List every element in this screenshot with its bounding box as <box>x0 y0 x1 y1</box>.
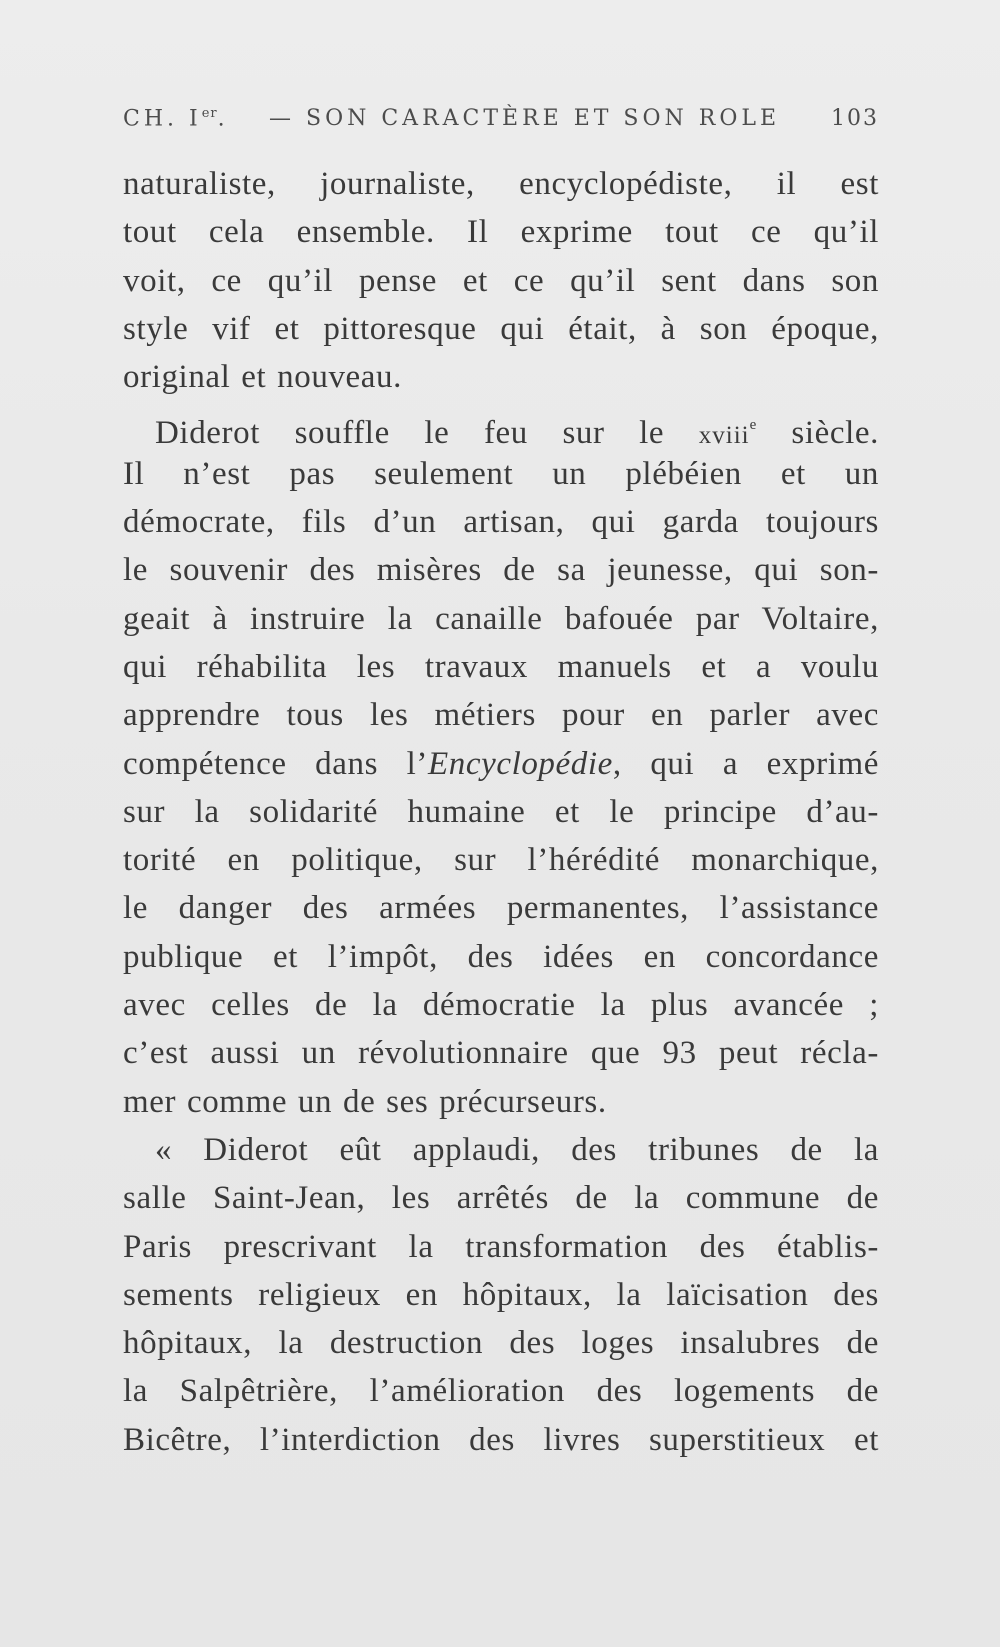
chapter-number: CH. I <box>123 106 202 132</box>
text-line: Paris prescrivant la transformation des établis- <box>123 1228 879 1265</box>
text-line: le souvenir des misères de sa jeunesse, qui son- <box>123 552 879 589</box>
text-run: , qui a exprimé <box>612 745 879 782</box>
text-line: apprendre tous les métiers pour en parler avec <box>123 697 879 734</box>
text-line: hôpitaux, la destruction des loges insalubres de <box>123 1325 879 1362</box>
text-line: salle Saint-Jean, les arrêtés de la commune de <box>123 1180 879 1217</box>
text-line: voit, ce qu’il pense et ce qu’il sent dans son <box>123 262 879 299</box>
text-line: le danger des armées permanentes, l’assistance <box>123 890 879 927</box>
text-line: torité en politique, sur l’hérédité monarchique, <box>123 842 879 879</box>
text-line: qui réhabilita les travaux manuels et a voulu <box>123 648 879 685</box>
text-line: c’est aussi un révolutionnaire que 93 peut récla- <box>123 1035 879 1072</box>
text-line: mer comme un de ses précurseurs. <box>123 1083 607 1120</box>
text-line: original et nouveau. <box>123 359 403 396</box>
chapter-title: — SON CARACTÈRE ET SON ROLE <box>269 106 781 131</box>
century-superscript: e <box>749 417 757 434</box>
text-line-with-italic <box>123 740 879 788</box>
text-line: sur la solidarité humaine et le principe d’au- <box>123 793 879 830</box>
text-run: compétence dans l’ <box>123 745 428 782</box>
text-line: geait à instruire la canaille bafouée par Voltaire, <box>123 600 879 637</box>
text-line: publique et l’impôt, des idées en concordance <box>123 938 879 975</box>
text-run: siècle. <box>756 415 879 452</box>
text-line: Il n’est pas seulement un plébéien et un <box>123 455 879 492</box>
text-run: Diderot souffle le feu sur le <box>155 415 699 452</box>
text-line: tout cela ensemble. Il exprime tout ce qu’il <box>123 214 879 251</box>
chapter-superscript: er <box>201 106 218 121</box>
chapter-period: . <box>217 106 229 132</box>
chapter-label <box>123 106 229 131</box>
italic-title: Encyclopédie <box>427 745 613 782</box>
paragraph-first-line <box>123 401 879 452</box>
text-line: avec celles de la démocratie la plus avancée ; <box>123 987 879 1024</box>
century-numeral: xviii <box>698 422 750 450</box>
text-line: Bicêtre, l’interdiction des livres superstitieux et <box>123 1421 879 1458</box>
text-line: la Salpêtrière, l’amélioration des logements de <box>123 1373 879 1410</box>
paragraph-first-line: « Diderot eût applaudi, des tribunes de la <box>155 1131 879 1168</box>
text-line: démocrate, fils d’un artisan, qui garda toujours <box>123 504 879 541</box>
text-line: style vif et pittoresque qui était, à son époque, <box>123 310 879 347</box>
body-text <box>123 160 879 1464</box>
running-header <box>123 106 879 140</box>
text-line: naturaliste, journaliste, encyclopédiste, il est <box>123 166 879 202</box>
text-line: sements religieux en hôpitaux, la laïcisation des <box>123 1276 879 1313</box>
page-number: 103 <box>831 106 879 131</box>
